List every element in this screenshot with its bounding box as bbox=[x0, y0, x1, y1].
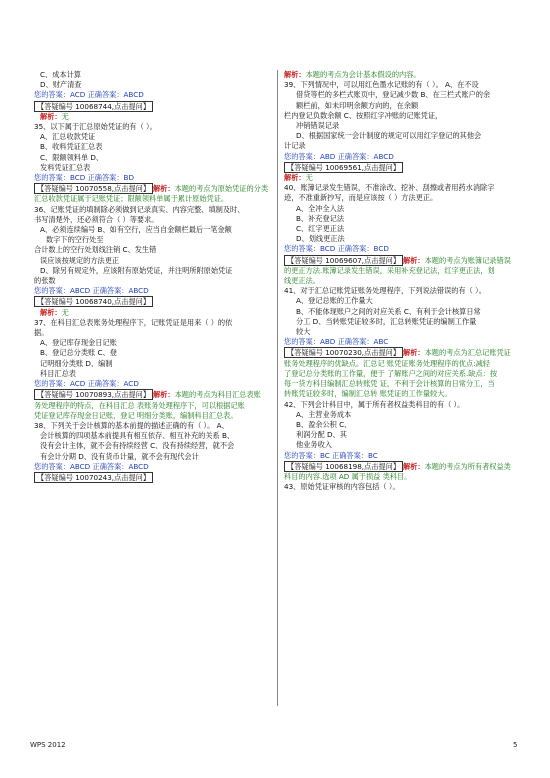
text-line bbox=[34, 70, 270, 80]
ask-question-link[interactable]: 【答疑编号 10070893,点击提问】 bbox=[34, 389, 153, 400]
text-line bbox=[34, 359, 270, 369]
text-segment: 发料凭证汇总表 bbox=[40, 162, 91, 172]
text-line bbox=[34, 338, 270, 348]
text-line bbox=[34, 348, 270, 358]
text-segment: 没有会计主体，就不会有持续经营 C、没有持续经营，就不会 bbox=[40, 441, 235, 451]
text-line bbox=[34, 173, 270, 183]
text-segment: 的更正方法.账簿记录发生错误，采用补充登记法，红字更正法，划 bbox=[284, 265, 495, 275]
text-line bbox=[284, 183, 524, 193]
text-line bbox=[284, 296, 524, 306]
text-segment: B、登记总分类账 C、登 bbox=[40, 348, 117, 358]
text-segment: 正确答案：ABCD bbox=[92, 286, 149, 296]
text-segment: 40、账簿记录发生错误，不准涂改、挖补、刮擦或者用药水消除字 bbox=[284, 183, 495, 193]
text-line bbox=[34, 235, 270, 245]
text-segment: 合计数上的空行处划线注销 C、发生错 bbox=[34, 245, 157, 255]
text-line bbox=[284, 420, 524, 430]
text-segment: 误应该按规定的方法更正 bbox=[40, 255, 120, 265]
text-segment: 您的答案：ABCD bbox=[34, 461, 93, 471]
text-line bbox=[284, 173, 524, 183]
text-line bbox=[284, 472, 524, 482]
text-segment: A、汇总收款凭证 bbox=[40, 132, 96, 142]
text-segment: 据。 bbox=[34, 328, 49, 338]
text-segment: 本题的考点为汇总记账凭证 bbox=[424, 348, 511, 358]
text-line bbox=[34, 369, 270, 379]
text-segment: 本题的考点为所有者权益类 bbox=[424, 461, 511, 471]
text-segment: 38、下列关于会计核算的基本前提的描述正确的有（ ）。 A、 bbox=[34, 420, 229, 430]
text-line bbox=[284, 266, 524, 276]
text-segment: 无 bbox=[305, 173, 313, 183]
text-segment: 科目汇总表 bbox=[40, 368, 76, 378]
text-segment: C、成本计算 bbox=[40, 70, 81, 79]
text-segment: 您的答案：ABCD bbox=[34, 286, 93, 296]
text-line bbox=[284, 317, 524, 327]
text-segment: 了登记总分类账的工作量，便于 了解账户之间的对应关系.缺点：按 bbox=[284, 368, 498, 378]
ask-question-link[interactable]: 【答疑编号 10068740,点击提问】 bbox=[34, 296, 153, 307]
text-line bbox=[284, 461, 524, 472]
text-segment: 41、对于汇总记账凭证账务处理程序，下列说法错误的有（ ）。 bbox=[284, 286, 486, 296]
text-line bbox=[34, 132, 270, 142]
ask-question-link[interactable]: 【答疑编号 10070230,点击提问】 bbox=[284, 347, 403, 358]
text-line bbox=[34, 101, 270, 112]
text-line bbox=[34, 215, 270, 225]
text-line bbox=[34, 112, 270, 122]
text-line bbox=[34, 90, 270, 100]
ask-question-link[interactable]: 【答疑编号 10069561,点击提问】 bbox=[284, 162, 403, 173]
text-line bbox=[284, 101, 524, 111]
text-segment: 正确答案：ABCD bbox=[87, 90, 144, 100]
text-line bbox=[284, 482, 524, 492]
text-segment: 本题的考点为账簿记录错误 bbox=[424, 255, 511, 265]
text-line bbox=[34, 286, 270, 296]
text-segment: 冲销错误记录 bbox=[296, 121, 340, 131]
text-segment: 科目的内容.选项 AD 属于损益 类科目。 bbox=[284, 471, 412, 481]
text-segment: 有会计分期 D、没有货币计量，就不会有现代会计 bbox=[40, 451, 199, 461]
text-line bbox=[284, 111, 524, 121]
text-segment: 利润分配 D、其 bbox=[296, 430, 347, 440]
text-segment: 转账凭证较多时，编制汇总转 账凭证的工作量较大。 bbox=[284, 389, 452, 399]
text-segment: 额栏前，如未印明余额方向的，在余额 bbox=[296, 100, 419, 110]
text-line bbox=[34, 421, 270, 431]
text-line bbox=[34, 296, 270, 307]
text-segment: 42、下列会计科目中，属于所有者权益类科目的有（ ）。 bbox=[284, 399, 465, 409]
text-segment: 35、以下属于汇总原始凭证的有（ ）。 bbox=[34, 122, 157, 132]
left-column bbox=[34, 70, 270, 483]
text-line bbox=[34, 183, 270, 194]
ask-question-link[interactable]: 【答疑编号 10069607,点击提问】 bbox=[284, 255, 403, 266]
text-line bbox=[284, 255, 524, 266]
ask-question-link[interactable]: 【答疑编号 10068744,点击提问】 bbox=[34, 101, 153, 112]
text-segment: 您的答案：ACD bbox=[34, 379, 88, 389]
text-line bbox=[284, 400, 524, 410]
text-segment: D、除另有规定外，应该附有原始凭证，并注明所附原始凭证 bbox=[40, 265, 233, 275]
text-line bbox=[34, 389, 270, 400]
text-line bbox=[34, 153, 270, 163]
text-segment: 线更正法。 bbox=[284, 276, 320, 286]
text-segment: 解析： bbox=[284, 173, 306, 183]
text-segment: 正确答案：ABCD bbox=[337, 151, 394, 161]
text-segment: 本题的考点为原始凭证的分类 bbox=[174, 184, 269, 194]
text-segment: C、红字更正法 bbox=[296, 224, 345, 234]
text-segment: 数字下的空行处至 bbox=[46, 235, 104, 245]
text-line bbox=[284, 80, 524, 90]
text-segment: 本题的考点为会计基本假设的内容。 bbox=[305, 70, 421, 79]
text-segment: 您的答案：ABD bbox=[284, 151, 338, 161]
text-line bbox=[284, 204, 524, 214]
text-segment: B、不能体现账户之间的对应关系 C、有利于会计核算日常 bbox=[296, 306, 481, 316]
text-segment: 凭证登记库存现金日记账，登记 明细分类账，编制科目汇总表。 bbox=[34, 410, 238, 420]
text-line bbox=[284, 234, 524, 244]
text-line bbox=[34, 462, 270, 472]
text-line bbox=[284, 369, 524, 379]
text-line bbox=[34, 80, 270, 90]
text-segment: D、财产清查 bbox=[40, 80, 82, 90]
text-line bbox=[34, 472, 270, 483]
text-segment: 解析： bbox=[403, 461, 425, 471]
text-line bbox=[34, 308, 270, 318]
text-line bbox=[284, 193, 524, 203]
ask-question-link[interactable]: 【答疑编号 10070558,点击提问】 bbox=[34, 183, 153, 194]
text-line bbox=[284, 337, 524, 347]
text-segment: 每一贷方科目编制汇总转账凭 证，不利于会计核算的日常分工，当 bbox=[284, 379, 495, 389]
text-line bbox=[34, 163, 270, 173]
text-line bbox=[34, 328, 270, 338]
text-segment: 汇总收款凭证属于记账凭证；限额领料单属于累计原始凭证。 bbox=[34, 194, 229, 204]
text-segment: A、全冲全入法 bbox=[296, 203, 345, 213]
text-line bbox=[34, 266, 270, 276]
text-line bbox=[284, 224, 524, 234]
column-divider bbox=[277, 70, 278, 706]
text-segment: 无 bbox=[61, 111, 69, 121]
text-line bbox=[284, 347, 524, 358]
text-segment: B、盈余公积 C、 bbox=[296, 419, 352, 429]
text-line bbox=[284, 214, 524, 224]
ask-question-link[interactable]: 【答疑编号 10070243,点击提问】 bbox=[34, 472, 153, 483]
text-segment: 39、下列情况中，可以用红色墨水记账的有（ ）。 A、在不设 bbox=[284, 80, 479, 90]
text-line bbox=[284, 162, 524, 173]
text-segment: 正确答案：ABC bbox=[337, 337, 389, 347]
right-column bbox=[284, 70, 524, 492]
text-line bbox=[284, 327, 524, 337]
text-segment: 书写清楚外，还必须符合（ ）等要求。 bbox=[34, 214, 159, 224]
text-segment: 43、原始凭证审核的内容包括（ ）。 bbox=[284, 482, 400, 492]
text-segment: 较大 bbox=[296, 327, 311, 337]
page-number: 5 bbox=[513, 741, 518, 749]
text-segment: 解析： bbox=[40, 307, 62, 317]
text-segment: 37、在科目汇总表账务处理程序下，记账凭证是用来（ ）的依 bbox=[34, 317, 233, 327]
text-segment: 本题的考点为科目汇总表账 bbox=[174, 390, 261, 400]
text-line bbox=[284, 379, 524, 389]
text-segment: 会计核算的四项基本前提具有相互依存、相互补充的关系 B、 bbox=[40, 431, 235, 441]
ask-question-link[interactable]: 【答疑编号 10068198,点击提问】 bbox=[284, 461, 403, 472]
text-line bbox=[34, 318, 270, 328]
text-segment: C、限额领料单 D、 bbox=[40, 152, 104, 162]
text-line bbox=[34, 441, 270, 451]
text-line bbox=[284, 90, 524, 100]
text-line bbox=[284, 70, 524, 80]
text-segment: 无 bbox=[61, 307, 69, 317]
text-segment: 迹，不准重新抄写，而是应该按（ ）方法更正。 bbox=[284, 193, 438, 203]
text-line bbox=[34, 194, 270, 204]
text-line bbox=[284, 389, 524, 399]
text-segment: 账务处理程序的优缺点。汇总记 账凭证账务处理程序的优点:减轻 bbox=[284, 358, 490, 368]
text-segment: 您的答案：BCD 正确答案：BD bbox=[34, 173, 134, 183]
text-segment: 计记录 bbox=[284, 141, 306, 151]
text-segment: 记明细分类账 D、编制 bbox=[40, 358, 113, 368]
text-line bbox=[284, 141, 524, 151]
text-segment: 正确答案：ACD bbox=[87, 379, 139, 389]
text-line bbox=[284, 359, 524, 369]
text-segment: 的张数 bbox=[34, 276, 56, 286]
text-segment: 您的答案：ABD bbox=[284, 337, 338, 347]
text-line bbox=[34, 256, 270, 266]
footer-label: WPS 2012 bbox=[30, 741, 66, 749]
text-segment: 解析： bbox=[403, 348, 425, 358]
text-line bbox=[284, 410, 524, 420]
text-line bbox=[284, 276, 524, 286]
text-line bbox=[34, 452, 270, 462]
text-line bbox=[284, 131, 524, 141]
text-line bbox=[34, 225, 270, 235]
text-segment: 正确答案：BCD bbox=[337, 244, 389, 254]
text-line bbox=[34, 205, 270, 215]
text-segment: 解析： bbox=[153, 184, 175, 194]
text-segment: 解析： bbox=[284, 70, 306, 79]
text-line bbox=[34, 411, 270, 421]
text-segment: 正确答案：ABCD bbox=[92, 461, 149, 471]
text-segment: 您的答案：BCD bbox=[284, 244, 338, 254]
text-segment: 解析： bbox=[40, 111, 62, 121]
text-segment: 正确答案：BC bbox=[332, 450, 378, 460]
text-segment: 您的答案：BC bbox=[284, 450, 333, 460]
text-line bbox=[284, 244, 524, 254]
text-line bbox=[284, 440, 524, 450]
text-line bbox=[284, 430, 524, 440]
text-segment: A、登记总账的工作量大 bbox=[296, 296, 373, 306]
text-segment: 36、记账凭证的填制除必须做到记录真实、内容完整、填制及时、 bbox=[34, 204, 245, 214]
text-segment: 解析： bbox=[403, 255, 425, 265]
text-segment: A、登记库存现金日记账 bbox=[40, 338, 117, 348]
text-segment: 分工 D、当转账凭证较多时，汇总转账凭证的编制工作量 bbox=[296, 316, 477, 326]
text-line bbox=[34, 379, 270, 389]
text-segment: D、划线更正法 bbox=[296, 234, 345, 244]
text-line bbox=[34, 276, 270, 286]
text-segment: 解析： bbox=[153, 390, 175, 400]
text-segment: B、收料凭证汇总表 bbox=[40, 142, 103, 152]
text-segment: 您的答案：ACD bbox=[34, 90, 88, 100]
text-line bbox=[284, 307, 524, 317]
text-segment: D、根据国家统一会计制度的规定可以用红字登记的其他会 bbox=[296, 131, 482, 141]
text-line bbox=[34, 431, 270, 441]
text-segment: 栏内登记负数余额 C、按照红字冲账的记账凭证， bbox=[284, 110, 443, 120]
text-line bbox=[34, 122, 270, 132]
text-segment: A、主营业务成本 bbox=[296, 409, 352, 419]
text-segment: 借贷等栏的多栏式账页中，登记减少数 B、在三栏式账户的余 bbox=[296, 90, 491, 100]
text-line bbox=[34, 401, 270, 411]
text-segment: 务处理程序的特点，在科目汇总 表账务处理程序下，可以根据记账 bbox=[34, 400, 245, 410]
text-segment: A、必须连续编号 B、如有空行，应当自金额栏最后一笔金额 bbox=[40, 225, 232, 235]
text-segment: 他业务收入 bbox=[296, 440, 332, 450]
text-line bbox=[284, 152, 524, 162]
text-line bbox=[34, 142, 270, 152]
text-line bbox=[284, 286, 524, 296]
text-line bbox=[34, 245, 270, 255]
text-segment: B、补充登记法 bbox=[296, 213, 345, 223]
text-line bbox=[284, 451, 524, 461]
text-line bbox=[284, 121, 524, 131]
